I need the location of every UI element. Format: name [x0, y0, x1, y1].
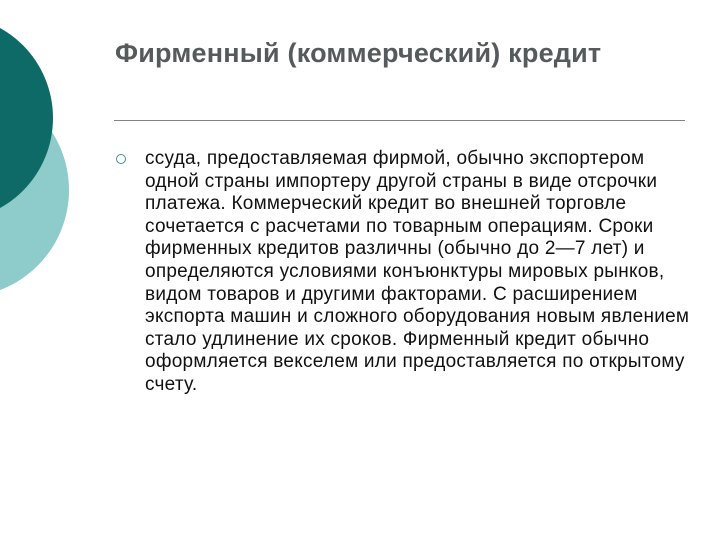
title-divider [114, 120, 685, 121]
bullet-list [112, 148, 692, 397]
bullet-circle-icon [116, 154, 126, 164]
bullet-text: ссуда, предоставляемая фирмой, обычно экспортером одной страны импортеру другой страны в виде отсрочки платежа. Коммерческий кредит во внешней торговле сочетается с расчетами по товарным операциям. Сроки фирменных кредитов различны (обычно до 2—7 лет) и определяются условиями конъюнктуры мировых рынков, видом товаров и другими факторами. С расширением экспорта машин и сложного оборудования новым явлением стало удлинение их сроков. Фирменный кредит обычно оформляется векселем или предоставляется по открытому счету. [145, 148, 690, 395]
decorative-circles [0, 0, 110, 300]
slide-title: Фирменный (коммерческий) кредит [115, 38, 602, 68]
bullet-item [112, 148, 692, 397]
